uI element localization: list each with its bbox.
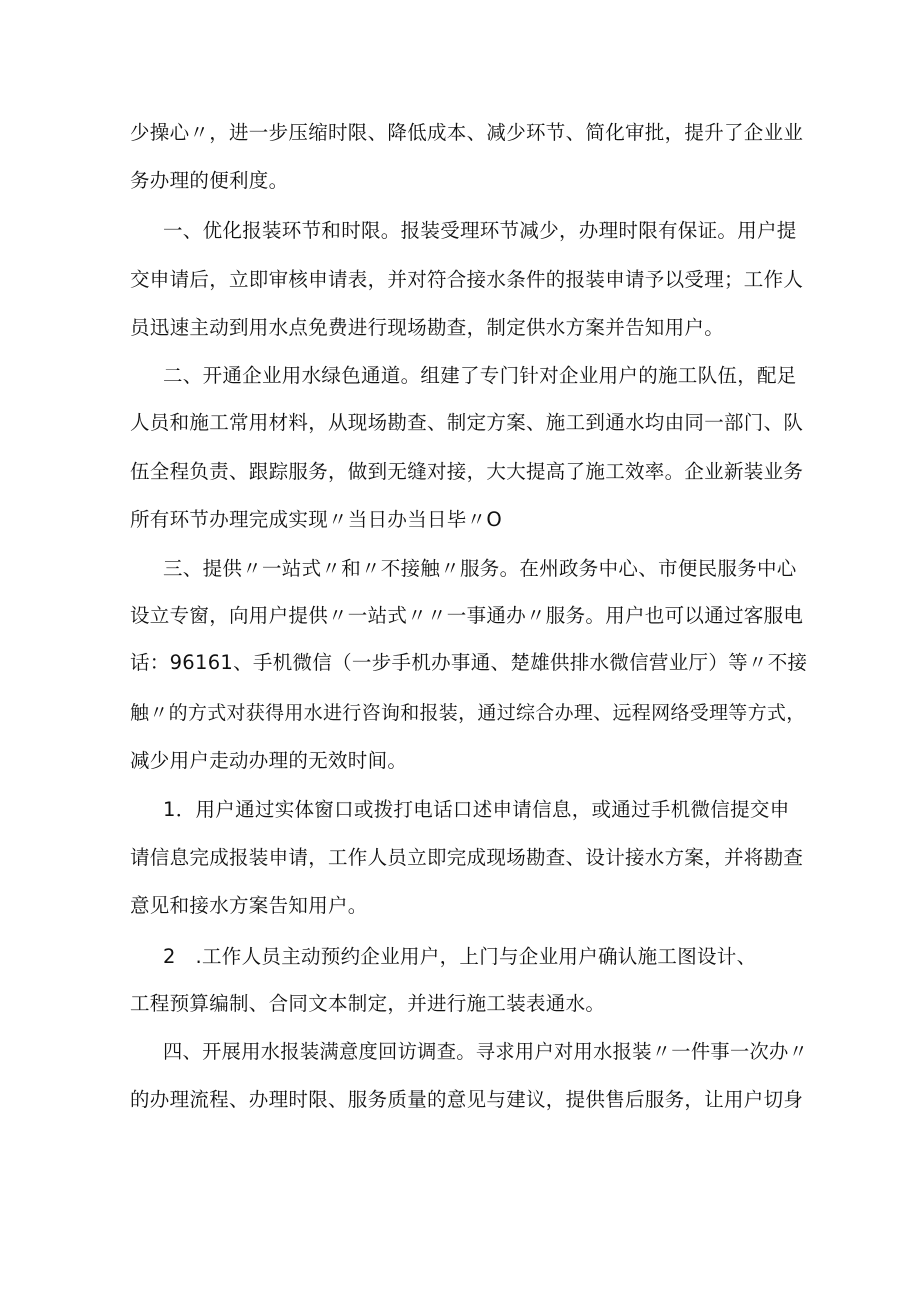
text-line-17: 意见和接水方案告知用户。	[130, 894, 368, 917]
text-line-9: 所有环节办理完成实现〃当日办当日毕〃O	[130, 508, 503, 531]
text-line-7: 人员和施工常用材料，从现场勘查、制定方案、施工到通水均由同一部门、队	[130, 411, 804, 434]
text-line-15: 1．用户通过实体窗口或拨打电话口述申请信息，或通过手机微信提交申	[163, 798, 790, 821]
text-line-21: 的办理流程、办理时限、服务质量的意见与建议，提供售后服务，让用户切身	[130, 1088, 804, 1111]
text-line-2: 务办理的便利度。	[130, 169, 289, 192]
text-line-11: 设立专窗，向用户提供〃一站式〃〃一事通办〃服务。用户也可以通过客服电	[130, 604, 804, 627]
text-line-14: 减少用户走动办理的无效时间。	[130, 749, 408, 772]
text-line-20: 四、开展用水报装满意度回访调查。寻求用户对用水报装〃一件事一次办〃	[163, 1040, 809, 1063]
text-line-19: 工程预算编制、合同文本制定，并进行施工装表通水。	[130, 992, 606, 1015]
text-line-6: 二、开通企业用水绿色通道。组建了专门针对企业用户的施工队伍，配足	[163, 364, 797, 387]
text-line-8: 伍全程负责、跟踪服务，做到无缝对接，大大提高了施工效率。企业新装业务	[130, 460, 804, 483]
text-line-13: 触〃的方式对获得用水进行咨询和报装，通过综合办理、远程网络受理等方式，	[130, 702, 806, 724]
text-line-12: 话：96161、手机微信（一步手机办事通、楚雄供排水微信营业厅）等〃不接	[130, 651, 808, 674]
text-line-1: 少操心〃，进一步压缩时限、降低成本、减少环节、简化审批，提升了企业业	[130, 121, 804, 144]
text-line-18: 2 .工作人员主动预约企业用户，上门与企业用户确认施工图设计、	[163, 945, 757, 968]
text-line-3: 一、优化报装环节和时限。报装受理环节减少，办理时限有保证。用户提	[163, 219, 797, 242]
text-line-5: 员迅速主动到用水点免费进行现场勘查，制定供水方案并告知用户。	[130, 316, 725, 339]
text-line-10: 三、提供〃一站式〃和〃不接触〃服务。在州政务中心、市便民服务中心	[163, 557, 797, 580]
text-line-4: 交申请后，立即审核申请表，并对符合接水条件的报装申请予以受理；工作人	[130, 268, 804, 291]
text-line-16: 请信息完成报装申请，工作人员立即完成现场勘查、设计接水方案，并将勘查	[130, 846, 804, 869]
